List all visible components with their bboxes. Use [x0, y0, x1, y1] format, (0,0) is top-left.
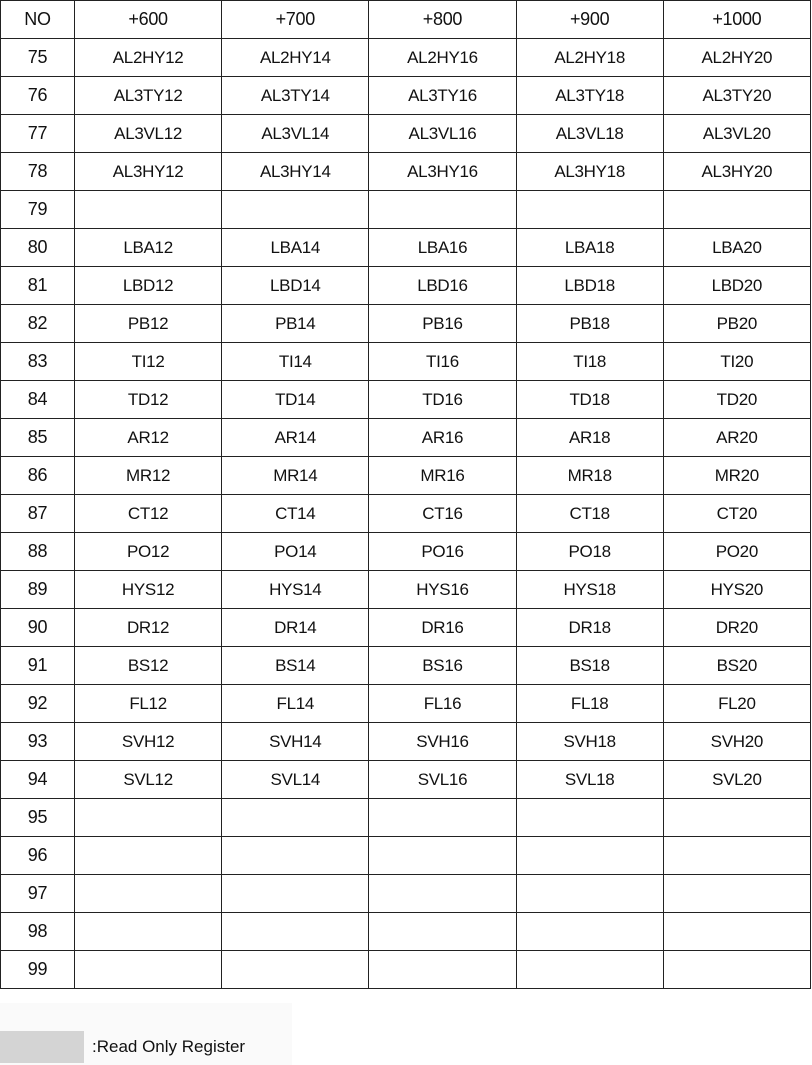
- cell-offset-700: MR14: [222, 457, 369, 495]
- table-row: [1, 875, 811, 913]
- table-row: [1, 77, 811, 115]
- cell-offset-600: MR12: [75, 457, 222, 495]
- cell-no: 88: [1, 533, 75, 571]
- cell-offset-700: [222, 951, 369, 989]
- cell-offset-1000: [663, 191, 810, 229]
- cell-offset-1000: TD20: [663, 381, 810, 419]
- cell-offset-600: AL3HY12: [75, 153, 222, 191]
- cell-no: 80: [1, 229, 75, 267]
- cell-offset-800: FL16: [369, 685, 516, 723]
- cell-offset-900: FL18: [516, 685, 663, 723]
- cell-offset-600: [75, 951, 222, 989]
- header-offset-600: +600: [75, 1, 222, 39]
- cell-offset-1000: FL20: [663, 685, 810, 723]
- cell-offset-600: FL12: [75, 685, 222, 723]
- table-row: [1, 913, 811, 951]
- cell-offset-900: TI18: [516, 343, 663, 381]
- cell-offset-600: [75, 191, 222, 229]
- cell-offset-700: AL3VL14: [222, 115, 369, 153]
- cell-offset-700: [222, 875, 369, 913]
- cell-offset-800: BS16: [369, 647, 516, 685]
- cell-offset-800: SVL16: [369, 761, 516, 799]
- cell-no: 97: [1, 875, 75, 913]
- cell-no: 75: [1, 39, 75, 77]
- cell-offset-800: AR16: [369, 419, 516, 457]
- cell-offset-700: LBA14: [222, 229, 369, 267]
- cell-offset-800: PO16: [369, 533, 516, 571]
- cell-offset-700: [222, 191, 369, 229]
- cell-offset-700: AL3HY14: [222, 153, 369, 191]
- cell-offset-900: HYS18: [516, 571, 663, 609]
- cell-no: 93: [1, 723, 75, 761]
- cell-offset-800: [369, 191, 516, 229]
- cell-offset-800: AL3VL16: [369, 115, 516, 153]
- cell-offset-900: [516, 799, 663, 837]
- table-row: [1, 457, 811, 495]
- table-row: [1, 495, 811, 533]
- cell-offset-1000: BS20: [663, 647, 810, 685]
- cell-offset-900: MR18: [516, 457, 663, 495]
- legend: [0, 1031, 245, 1063]
- cell-no: 79: [1, 191, 75, 229]
- cell-offset-600: AL3TY12: [75, 77, 222, 115]
- cell-offset-900: [516, 875, 663, 913]
- cell-offset-1000: [663, 951, 810, 989]
- table-row: [1, 343, 811, 381]
- cell-offset-900: AL2HY18: [516, 39, 663, 77]
- cell-no: 85: [1, 419, 75, 457]
- cell-offset-800: CT16: [369, 495, 516, 533]
- cell-offset-700: TD14: [222, 381, 369, 419]
- header-no: NO: [1, 1, 75, 39]
- table-row: [1, 533, 811, 571]
- table-row: [1, 837, 811, 875]
- table-row: [1, 609, 811, 647]
- table-row: [1, 571, 811, 609]
- cell-no: 87: [1, 495, 75, 533]
- cell-offset-900: LBA18: [516, 229, 663, 267]
- cell-offset-900: [516, 913, 663, 951]
- cell-no: 95: [1, 799, 75, 837]
- legend-text: :Read Only Register: [92, 1037, 246, 1056]
- cell-offset-900: PO18: [516, 533, 663, 571]
- cell-offset-700: HYS14: [222, 571, 369, 609]
- cell-offset-900: AR18: [516, 419, 663, 457]
- cell-offset-600: AL2HY12: [75, 39, 222, 77]
- cell-no: 92: [1, 685, 75, 723]
- cell-no: 90: [1, 609, 75, 647]
- cell-offset-800: DR16: [369, 609, 516, 647]
- table-row: [1, 951, 811, 989]
- cell-offset-600: PO12: [75, 533, 222, 571]
- cell-offset-800: [369, 913, 516, 951]
- cell-offset-800: TI16: [369, 343, 516, 381]
- table-row: [1, 799, 811, 837]
- cell-offset-600: SVH12: [75, 723, 222, 761]
- header-row: [1, 1, 811, 39]
- cell-offset-700: [222, 913, 369, 951]
- cell-offset-600: LBD12: [75, 267, 222, 305]
- cell-offset-1000: HYS20: [663, 571, 810, 609]
- cell-no: 81: [1, 267, 75, 305]
- cell-offset-1000: LBD20: [663, 267, 810, 305]
- cell-offset-900: [516, 191, 663, 229]
- cell-offset-800: AL3HY16: [369, 153, 516, 191]
- cell-offset-1000: AL2HY20: [663, 39, 810, 77]
- cell-offset-1000: AR20: [663, 419, 810, 457]
- table-row: [1, 647, 811, 685]
- cell-offset-600: AR12: [75, 419, 222, 457]
- table-row: [1, 153, 811, 191]
- cell-offset-600: DR12: [75, 609, 222, 647]
- cell-offset-700: PB14: [222, 305, 369, 343]
- cell-offset-800: LBA16: [369, 229, 516, 267]
- cell-offset-1000: AL3HY20: [663, 153, 810, 191]
- cell-offset-600: PB12: [75, 305, 222, 343]
- cell-no: 89: [1, 571, 75, 609]
- cell-offset-800: [369, 837, 516, 875]
- cell-offset-1000: MR20: [663, 457, 810, 495]
- cell-offset-700: BS14: [222, 647, 369, 685]
- cell-offset-600: SVL12: [75, 761, 222, 799]
- table-row: [1, 267, 811, 305]
- table-row: [1, 39, 811, 77]
- cell-offset-700: CT14: [222, 495, 369, 533]
- cell-no: 98: [1, 913, 75, 951]
- cell-offset-900: [516, 951, 663, 989]
- cell-offset-900: CT18: [516, 495, 663, 533]
- cell-offset-700: FL14: [222, 685, 369, 723]
- table-row: [1, 761, 811, 799]
- cell-offset-600: LBA12: [75, 229, 222, 267]
- cell-offset-800: [369, 875, 516, 913]
- cell-offset-1000: [663, 799, 810, 837]
- cell-offset-700: SVL14: [222, 761, 369, 799]
- cell-offset-1000: [663, 837, 810, 875]
- read-only-swatch: [0, 1031, 84, 1063]
- cell-offset-700: PO14: [222, 533, 369, 571]
- cell-offset-700: AL2HY14: [222, 39, 369, 77]
- cell-offset-800: [369, 799, 516, 837]
- table-row: [1, 685, 811, 723]
- cell-offset-1000: PO20: [663, 533, 810, 571]
- cell-offset-900: LBD18: [516, 267, 663, 305]
- cell-offset-700: DR14: [222, 609, 369, 647]
- cell-no: 99: [1, 951, 75, 989]
- cell-offset-600: [75, 837, 222, 875]
- cell-offset-900: TD18: [516, 381, 663, 419]
- cell-offset-700: AL3TY14: [222, 77, 369, 115]
- header-offset-900: +900: [516, 1, 663, 39]
- cell-offset-600: TD12: [75, 381, 222, 419]
- cell-offset-1000: [663, 875, 810, 913]
- cell-offset-1000: PB20: [663, 305, 810, 343]
- cell-offset-900: PB18: [516, 305, 663, 343]
- cell-offset-600: HYS12: [75, 571, 222, 609]
- cell-no: 83: [1, 343, 75, 381]
- table-row: [1, 115, 811, 153]
- table-row: [1, 381, 811, 419]
- cell-offset-600: [75, 799, 222, 837]
- cell-offset-700: [222, 799, 369, 837]
- cell-offset-1000: AL3TY20: [663, 77, 810, 115]
- cell-offset-900: SVL18: [516, 761, 663, 799]
- cell-offset-700: TI14: [222, 343, 369, 381]
- cell-no: 96: [1, 837, 75, 875]
- cell-offset-1000: SVL20: [663, 761, 810, 799]
- cell-offset-600: AL3VL12: [75, 115, 222, 153]
- cell-no: 78: [1, 153, 75, 191]
- cell-offset-800: AL2HY16: [369, 39, 516, 77]
- cell-offset-900: DR18: [516, 609, 663, 647]
- cell-offset-700: SVH14: [222, 723, 369, 761]
- header-offset-1000: +1000: [663, 1, 810, 39]
- table-row: [1, 723, 811, 761]
- cell-offset-1000: TI20: [663, 343, 810, 381]
- cell-no: 82: [1, 305, 75, 343]
- header-offset-700: +700: [222, 1, 369, 39]
- cell-offset-1000: LBA20: [663, 229, 810, 267]
- cell-offset-800: SVH16: [369, 723, 516, 761]
- cell-offset-600: [75, 875, 222, 913]
- cell-offset-900: SVH18: [516, 723, 663, 761]
- cell-offset-900: BS18: [516, 647, 663, 685]
- cell-offset-800: LBD16: [369, 267, 516, 305]
- cell-offset-600: [75, 913, 222, 951]
- cell-offset-1000: SVH20: [663, 723, 810, 761]
- cell-offset-600: CT12: [75, 495, 222, 533]
- table-row: [1, 191, 811, 229]
- cell-no: 94: [1, 761, 75, 799]
- cell-offset-900: AL3TY18: [516, 77, 663, 115]
- cell-offset-600: TI12: [75, 343, 222, 381]
- table-row: [1, 305, 811, 343]
- header-offset-800: +800: [369, 1, 516, 39]
- cell-offset-800: [369, 951, 516, 989]
- cell-offset-800: HYS16: [369, 571, 516, 609]
- cell-offset-700: [222, 837, 369, 875]
- cell-offset-700: AR14: [222, 419, 369, 457]
- cell-no: 86: [1, 457, 75, 495]
- cell-no: 77: [1, 115, 75, 153]
- table-row: [1, 229, 811, 267]
- table-body: [1, 39, 811, 989]
- cell-offset-700: LBD14: [222, 267, 369, 305]
- cell-offset-900: AL3VL18: [516, 115, 663, 153]
- cell-offset-800: AL3TY16: [369, 77, 516, 115]
- cell-offset-1000: DR20: [663, 609, 810, 647]
- cell-offset-800: PB16: [369, 305, 516, 343]
- cell-no: 91: [1, 647, 75, 685]
- cell-no: 84: [1, 381, 75, 419]
- cell-offset-1000: [663, 913, 810, 951]
- cell-offset-1000: AL3VL20: [663, 115, 810, 153]
- cell-offset-600: BS12: [75, 647, 222, 685]
- cell-offset-900: [516, 837, 663, 875]
- cell-offset-800: MR16: [369, 457, 516, 495]
- cell-no: 76: [1, 77, 75, 115]
- cell-offset-800: TD16: [369, 381, 516, 419]
- cell-offset-900: AL3HY18: [516, 153, 663, 191]
- table-row: [1, 419, 811, 457]
- cell-offset-1000: CT20: [663, 495, 810, 533]
